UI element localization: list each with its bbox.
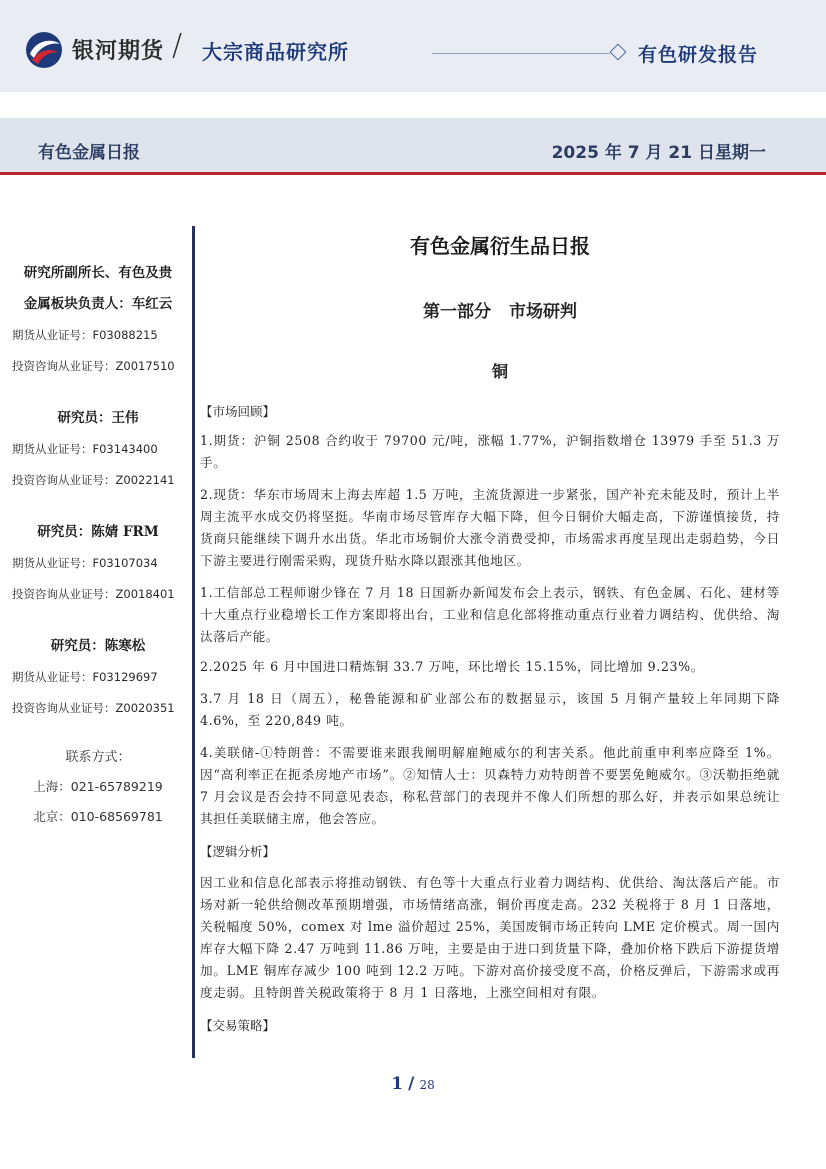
- futures-license: 期货从业证号：F03107034: [12, 556, 158, 570]
- page-total: 28: [419, 1078, 435, 1092]
- analyst-block: [12, 517, 184, 610]
- futures-license: 期货从业证号：F03129697: [12, 670, 158, 684]
- invest-license: 投资咨询从业证号：Z0018401: [12, 587, 175, 601]
- page-number: [0, 1074, 826, 1094]
- report-body: [200, 230, 780, 1034]
- brand-name: 银河期货: [72, 39, 165, 64]
- page-current: 1: [391, 1074, 404, 1094]
- band-title: 有色金属日报: [38, 143, 140, 163]
- analyst-role: 金属板块负责人：车红云: [23, 296, 173, 312]
- section-heading-review: 【市场回顾】: [200, 404, 276, 419]
- contact-beijing: 北京：010-68569781: [33, 809, 163, 824]
- analyst-role: 研究员：陈寒松: [50, 638, 146, 654]
- futures-license: 期货从业证号：F03143400: [12, 442, 158, 456]
- sidebar-divider: [192, 226, 195, 1058]
- contact-title: 联系方式：: [65, 750, 131, 765]
- part-title: 第一部分 市场研判: [423, 302, 577, 322]
- report-type: 有色研发报告: [638, 44, 759, 66]
- section-heading-strategy: 【交易策略】: [200, 1018, 276, 1033]
- brand-divider: /: [172, 28, 183, 63]
- section-heading-logic: 【逻辑分析】: [200, 844, 276, 859]
- review-paragraph: 1.工信部总工程师谢少锋在 7 月 18 日国新办新闻发布会上表示，钢铁、有色金属、石化、建材等十大重点行业稳增长工作方案即将出台，工业和信息化部将推动重点行业着力调结构、优供给、淘汰落后产能。: [200, 585, 780, 644]
- review-paragraph: 4.美联储-①特朗普：不需要谁来跟我阐明解雇鲍威尔的利害关系。他此前重申利率应降至 1%。因“高利率正在扼杀房地产市场”。②知情人士：贝森特力劝特朗普不要罢免鲍威尔。③沃勒拒绝就 7 月会议是否会持不同意见表态，称私营部门的表现并不像人们所想的那么好，并表示如果总统让其担任美联储主席，他会答应。: [200, 745, 780, 826]
- section-metal-title: 铜: [491, 362, 508, 381]
- report-date: 2025 年 7 月 21 日星期一: [551, 143, 766, 163]
- analyst-block: [12, 631, 184, 724]
- page-separator: /: [408, 1074, 415, 1094]
- invest-license: 投资咨询从业证号：Z0022141: [12, 473, 175, 487]
- invest-license: 投资咨询从业证号：Z0017510: [12, 359, 175, 373]
- analyst-role: 研究员：陈婧 FRM: [37, 524, 159, 540]
- header-rule: [432, 53, 610, 54]
- futures-license: 期货从业证号：F03088215: [12, 328, 158, 342]
- analyst-block: [12, 403, 184, 496]
- document-title: 有色金属衍生品日报: [410, 234, 590, 258]
- analyst-role: 研究员：王伟: [57, 410, 139, 426]
- review-paragraph: 1.期货：沪铜 2508 合约收于 79700 元/吨，涨幅 1.77%，沪铜指数增仓 13979 手至 51.3 万手。: [200, 433, 780, 470]
- institute-name: 大宗商品研究所: [202, 40, 349, 64]
- analyst-sidebar: [12, 258, 184, 832]
- invest-license: 投资咨询从业证号：Z0020351: [12, 701, 175, 715]
- review-paragraph: 2.现货：华东市场周末上海去库超 1.5 万吨，主流货源进一步紧张，国产补充未能及时，预计上半周主流平水成交仍将坚挺。华南市场尽管库存大幅下降，但今日铜价大幅走高，下游谨慎接货，持货商只能继续下调升水出货。华北市场铜价大涨令消费受抑，市场需求再度呈现出走弱趋势，今日下游主要进行刚需采购，现货升贴水降以跟涨其他地区。: [200, 487, 780, 568]
- review-paragraph: 3.7 月 18 日（周五），秘鲁能源和矿业部公布的数据显示，该国 5 月铜产量较上年同期下降 4.6%，至 220,849 吨。: [200, 691, 780, 728]
- analyst-role: 研究所副所长、有色及贵: [23, 265, 173, 281]
- title-band-rule: [0, 172, 826, 175]
- review-paragraph: 2.2025 年 6 月中国进口精炼铜 33.7 万吨，环比增长 15.15%，同比增加 9.23%。: [200, 659, 704, 674]
- contact-shanghai: 上海：021-65789219: [33, 779, 163, 794]
- galaxy-futures-logo-icon: [24, 30, 64, 70]
- analyst-block: [12, 258, 184, 382]
- contact-block: [12, 744, 184, 832]
- logic-paragraph: 因工业和信息化部表示将推动钢铁、有色等十大重点行业着力调结构、优供给、淘汰落后产能。市场对新一轮供给侧改革预期增强，市场情绪高涨，铜价再度走高。232 关税将于 8 月 1 日落地，关税幅度 50%，comex 对 lme 溢价超过 25%，美国废铜市场正转向 LME 定价模式。周一国内库存大幅下降 2.47 万吨到 11.86 万吨，主要是由于进口到货量下降，叠加价格下跌后下游提货增加。LME 铜库存减少 100 吨到 12.2 万吨。下游对高价接受度不高，价格反弹后，下游需求或再度走弱。且特朗普关税政策将于 8 月 1 日落地，上涨空间相对有限。: [200, 875, 780, 1000]
